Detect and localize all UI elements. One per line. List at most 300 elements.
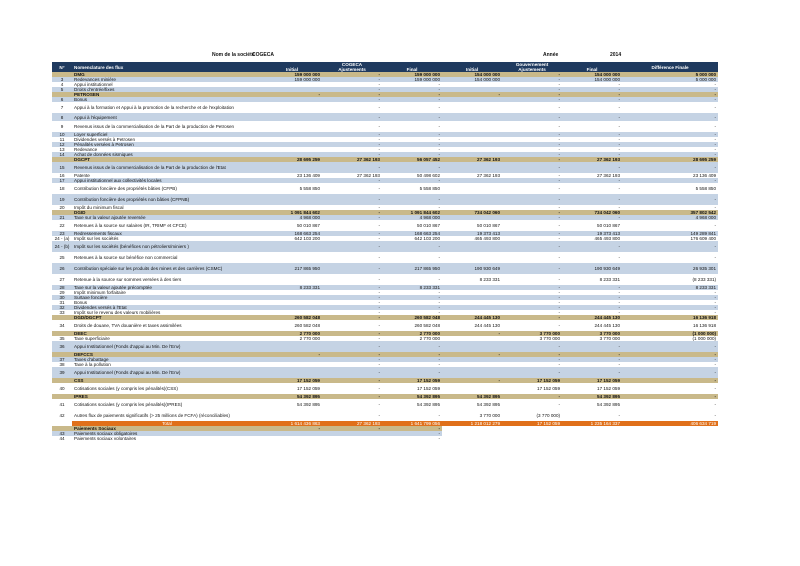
cell-g-aj: - — [502, 357, 562, 362]
total-g-aj: 17 152 059 — [502, 421, 562, 426]
cell-c-fin: 54 392 895 — [382, 399, 442, 410]
cell-g-aj: - — [502, 102, 562, 113]
cell-g-fin: - — [562, 152, 622, 157]
cell-g-aj: - — [502, 241, 562, 252]
cell-label: Impôt sur les sociétés — [72, 236, 262, 241]
cell-g-fin: - — [562, 241, 622, 252]
cell-c-fin: 54 392 895 — [382, 394, 442, 399]
cell-c-fin: 17 152 059 — [382, 383, 442, 394]
cell-g-fin: 17 152 059 — [562, 383, 622, 394]
cell-c-fin: - — [382, 431, 442, 436]
cell-g-fin: - — [562, 194, 622, 205]
cell-diff: (8 233 331) — [622, 274, 718, 285]
cell-c-fin: - — [382, 162, 442, 173]
cell-g-aj: - — [502, 137, 562, 142]
cell-n: 42 — [52, 410, 72, 421]
table-row — [52, 252, 718, 263]
cell-c-fin: 260 582 048 — [382, 315, 442, 320]
cell-g-init: 154 000 000 — [442, 77, 502, 82]
cell-diff: - — [622, 194, 718, 205]
cell-diff: 4 968 000 — [622, 215, 718, 220]
cell-diff: 8 233 331 — [622, 285, 718, 290]
reconciliation-table — [52, 62, 718, 441]
cell-g-fin: 54 392 895 — [562, 399, 622, 410]
cell-c-fin: 2 770 000 — [382, 331, 442, 336]
table-row — [52, 113, 718, 121]
cell-g-fin: 3 770 000 — [562, 336, 622, 341]
cell-g-init: - — [442, 92, 502, 97]
cell-diff: - — [622, 295, 718, 300]
cell-g-aj: - — [502, 263, 562, 274]
cell-g-aj: 3 770 000 — [502, 336, 562, 341]
cell-n: 30 — [52, 295, 72, 300]
cell-c-aj: - — [322, 295, 382, 300]
cell-empty — [622, 436, 718, 441]
cell-c-aj: - — [322, 102, 382, 113]
cell-label: Bonus — [72, 300, 262, 305]
cell-c-fin: - — [382, 367, 442, 378]
cell-g-aj: - — [502, 274, 562, 285]
cell-g-aj: - — [502, 92, 562, 97]
cell-g-aj: - — [502, 300, 562, 305]
table-row — [52, 220, 718, 231]
cell-c-init: 28 695 259 — [262, 157, 322, 162]
cell-label: Paiements Sociaux — [72, 426, 262, 431]
cell-c-aj: - — [322, 263, 382, 274]
cell-c-init — [262, 410, 322, 421]
cell-g-fin: 734 042 060 — [562, 210, 622, 215]
cell-c-init: 159 000 000 — [262, 72, 322, 77]
cell-g-aj: - — [502, 77, 562, 82]
cell-label: Contribution spéciale sur les produits des mines et des carrières (CSMC) — [72, 263, 262, 274]
cell-diff: - — [622, 310, 718, 315]
col-nomenclature: Nomenclature des flux — [72, 62, 262, 72]
cell-g-fin: - — [562, 290, 622, 295]
cell-g-aj: - — [502, 231, 562, 236]
cell-g-aj: - — [502, 341, 562, 352]
cell-label: DEEC — [72, 331, 262, 336]
cell-label: Appui à la formation et Appui à la promotion de la recherche et de l'exploitation — [72, 102, 262, 113]
total-c-aj: 27 362 193 — [322, 421, 382, 426]
cell-label: Retenues à la source sur salaires (IR, TRIMF et CFCE) — [72, 220, 262, 231]
cell-c-aj: - — [322, 72, 382, 77]
cell-diff: 23 136 409 — [622, 173, 718, 178]
cell-c-fin: 8 233 331 — [382, 285, 442, 290]
table-row — [52, 241, 718, 252]
cell-diff: - — [622, 137, 718, 142]
col-g-ajust: Ajustements — [502, 67, 562, 72]
cell-diff: - — [622, 378, 718, 383]
cell-c-aj: - — [322, 82, 382, 87]
cell-g-fin: - — [562, 92, 622, 97]
table-row — [52, 410, 718, 421]
cell-diff: - — [622, 102, 718, 113]
cell-g-aj: 17 152 059 — [502, 378, 562, 383]
cell-c-fin: - — [382, 352, 442, 357]
cell-c-fin: - — [382, 132, 442, 137]
cell-diff: - — [622, 399, 718, 410]
cell-diff: - — [622, 300, 718, 305]
table-row — [52, 194, 718, 205]
cell-g-fin: - — [562, 410, 622, 421]
cell-diff: 5 000 000 — [622, 77, 718, 82]
cell-c-aj: - — [322, 310, 382, 315]
cell-c-aj: - — [322, 231, 382, 236]
cell-g-init — [442, 162, 502, 173]
cell-c-init: 17 152 059 — [262, 378, 322, 383]
cell-c-fin: - — [382, 410, 442, 421]
cell-label: Appui à l'équipement — [72, 113, 262, 121]
col-gouvernement: Gouvernement — [442, 62, 622, 67]
cell-g-aj: - — [502, 87, 562, 92]
cell-g-aj: 3 770 000 — [502, 331, 562, 336]
cell-label: DEFCCS — [72, 352, 262, 357]
cell-g-fin: 8 233 331 — [562, 274, 622, 285]
cell-c-aj: - — [322, 183, 382, 194]
cell-label: Autres flux de paiements significatifs (> 25 millions de FCFA) (réconciliables) — [72, 410, 262, 421]
cell-diff: - — [622, 113, 718, 121]
cell-diff: - — [622, 252, 718, 263]
cell-diff: - — [622, 362, 718, 367]
cell-c-fin: - — [382, 152, 442, 157]
cell-n: 25 — [52, 252, 72, 263]
cell-g-init: 8 233 331 — [442, 274, 502, 285]
cell-g-fin: 17 152 059 — [562, 378, 622, 383]
cell-g-fin: 244 445 130 — [562, 315, 622, 320]
cell-g-fin: - — [562, 97, 622, 102]
cell-g-aj: - — [502, 147, 562, 152]
cell-diff: - — [622, 220, 718, 231]
cell-label: Bonus — [72, 97, 262, 102]
cell-g-aj: - — [502, 157, 562, 162]
cell-c-fin: - — [382, 97, 442, 102]
cell-c-aj: - — [322, 241, 382, 252]
cell-c-fin: 50 010 867 — [382, 220, 442, 231]
cell-n: 13 — [52, 147, 72, 152]
cell-c-aj — [322, 436, 382, 441]
cell-g-init: 465 493 800 — [442, 236, 502, 241]
cell-label: Redevance — [72, 147, 262, 152]
cell-g-aj: - — [502, 394, 562, 399]
cell-g-init: 19 373 413 — [442, 231, 502, 236]
table-row — [52, 383, 718, 394]
cell-c-fin: 642 103 200 — [382, 236, 442, 241]
cell-label: Patente — [72, 173, 262, 178]
cell-diff: - — [622, 121, 718, 132]
cell-label: Cotisations sociales (y compris les pénalités)(IPRES) — [72, 399, 262, 410]
cell-label: Appui Institutionnel (Fonds d'appui au Min. De l'Env) — [72, 341, 262, 352]
cell-n: 6 — [52, 97, 72, 102]
cell-c-aj: - — [322, 362, 382, 367]
cell-g-fin: - — [562, 137, 622, 142]
table-row — [52, 102, 718, 113]
cell-empty — [442, 436, 502, 441]
cell-empty — [502, 436, 562, 441]
cell-n: 16 — [52, 173, 72, 178]
cell-diff: 149 289 841 — [622, 231, 718, 236]
cell-c-fin: - — [382, 357, 442, 362]
cell-g-aj: - — [502, 162, 562, 173]
year-label: Année — [543, 52, 559, 58]
cell-c-fin: - — [382, 82, 442, 87]
cell-g-fin: 190 930 649 — [562, 263, 622, 274]
cell-g-aj: - — [502, 315, 562, 320]
table-row — [52, 274, 718, 285]
cell-c-fin: 1 091 844 602 — [382, 210, 442, 215]
cell-g-init: 3 770 000 — [442, 410, 502, 421]
cell-label: Appui institutionnel — [72, 82, 262, 87]
cell-n: 3 — [52, 77, 72, 82]
cell-g-aj: - — [502, 173, 562, 178]
cell-c-init: 5 558 850 — [262, 183, 322, 194]
cell-label: Dividendes versés à l'Etat — [72, 305, 262, 310]
cell-n: 19 — [52, 194, 72, 205]
cell-label: Taxe superficiaire — [72, 336, 262, 341]
table-row — [52, 399, 718, 410]
cell-c-init: 4 968 000 — [262, 215, 322, 220]
cell-g-init: 54 392 895 — [442, 399, 502, 410]
cell-c-init: 217 865 950 — [262, 263, 322, 274]
cell-g-init — [442, 121, 502, 132]
cell-g-aj: - — [502, 236, 562, 241]
cell-n: 7 — [52, 102, 72, 113]
cell-diff: - — [622, 162, 718, 173]
cell-label: Surtaxe foncière — [72, 295, 262, 300]
cell-label: Impôt sur le revenu des valeurs mobilières — [72, 310, 262, 315]
cell-c-aj: - — [322, 426, 382, 431]
cell-g-fin: - — [562, 102, 622, 113]
cell-c-fin: - — [382, 274, 442, 285]
total-g-fin: 1 235 164 337 — [562, 421, 622, 426]
col-c-initial: Initial — [262, 67, 322, 72]
cell-c-aj: - — [322, 399, 382, 410]
cell-g-init: - — [442, 352, 502, 357]
cell-c-aj: - — [322, 341, 382, 352]
cell-label: Pénalités versées à Petrosen — [72, 142, 262, 147]
cell-g-fin: - — [562, 352, 622, 357]
col-n: N° — [52, 62, 72, 72]
cell-label: CSS — [72, 378, 262, 383]
cell-g-fin: - — [562, 82, 622, 87]
cell-n: 18 — [52, 183, 72, 194]
cell-c-aj: - — [322, 152, 382, 157]
col-g-final: Final — [562, 67, 622, 72]
cell-n: 8 — [52, 113, 72, 121]
cell-g-fin: - — [562, 178, 622, 183]
cell-g-fin: - — [562, 162, 622, 173]
cell-label: Revenus issus de la commercialisation de la Part de la production de Petrosen — [72, 121, 262, 132]
cell-diff: - — [622, 132, 718, 137]
cell-c-aj: - — [322, 132, 382, 137]
cell-n: 37 — [52, 357, 72, 362]
cell-c-init: 642 103 200 — [262, 236, 322, 241]
cell-diff: 16 136 918 — [622, 315, 718, 320]
table-row — [52, 367, 718, 378]
cell-n: 43 — [52, 431, 72, 436]
cell-c-aj: - — [322, 305, 382, 310]
cell-g-fin: - — [562, 87, 622, 92]
cell-n: 12 — [52, 142, 72, 147]
cell-c-fin: - — [382, 87, 442, 92]
cell-diff: 5 000 000 — [622, 72, 718, 77]
cell-g-aj: - — [502, 178, 562, 183]
cell-label: Contribution foncière des propriétés non bâties (CFPNB) — [72, 194, 262, 205]
total-c-init: 1 614 436 863 — [262, 421, 322, 426]
footer-row — [52, 436, 718, 441]
cell-label: Appui institutionnel aux collectivités locales — [72, 178, 262, 183]
cell-g-fin: 154 000 000 — [562, 77, 622, 82]
cell-c-fin: - — [382, 102, 442, 113]
cell-n: 35 — [52, 336, 72, 341]
cell-g-aj: - — [502, 205, 562, 210]
cell-g-fin: - — [562, 205, 622, 210]
cell-label: Taxe sur la valeur ajoutée reversée — [72, 215, 262, 220]
year-value: 2014 — [610, 52, 622, 58]
cell-g-aj: - — [502, 121, 562, 132]
cell-c-fin: - — [382, 147, 442, 152]
cell-label: Taxe sur la valeur ajoutée précomptée — [72, 285, 262, 290]
table-row — [52, 183, 718, 194]
total-diff: 406 634 719 — [622, 421, 718, 426]
cell-c-fin: - — [382, 142, 442, 147]
cell-g-aj: - — [502, 82, 562, 87]
cell-c-aj: - — [322, 285, 382, 290]
cell-g-init: - — [442, 331, 502, 336]
cell-c-fin: - — [382, 137, 442, 142]
cell-c-aj: - — [322, 215, 382, 220]
cell-g-fin: - — [562, 285, 622, 290]
cell-n: 41 — [52, 399, 72, 410]
cell-n: 29 — [52, 290, 72, 295]
cell-n: 31 — [52, 300, 72, 305]
cell-g-fin: 244 445 130 — [562, 320, 622, 331]
cell-c-init — [262, 341, 322, 352]
cell-diff: 28 695 259 — [622, 157, 718, 162]
cell-g-init — [442, 252, 502, 263]
cell-c-aj: - — [322, 147, 382, 152]
cell-g-aj: - — [502, 142, 562, 147]
cell-c-fin: - — [382, 290, 442, 295]
cell-g-aj: - — [502, 305, 562, 310]
cell-label: Achat de données sismiques — [72, 152, 262, 157]
cell-c-fin: 260 582 048 — [382, 320, 442, 331]
cell-c-init: 260 582 048 — [262, 320, 322, 331]
cell-c-init: 2 770 000 — [262, 331, 322, 336]
cell-diff: - — [622, 383, 718, 394]
cell-c-aj: 27 362 193 — [322, 157, 382, 162]
cell-c-init: 54 392 895 — [262, 399, 322, 410]
table-row — [52, 341, 718, 352]
cell-g-init: 50 010 867 — [442, 220, 502, 231]
cell-c-init — [262, 194, 322, 205]
cell-c-fin: - — [382, 362, 442, 367]
cell-n: 14 — [52, 152, 72, 157]
cell-g-fin: - — [562, 341, 622, 352]
cell-c-aj: - — [322, 113, 382, 121]
cell-g-fin: 3 770 000 — [562, 331, 622, 336]
cell-c-aj: - — [322, 178, 382, 183]
cell-n: 10 — [52, 132, 72, 137]
cell-diff: - — [622, 341, 718, 352]
cell-diff: - — [622, 290, 718, 295]
cell-c-init: 17 152 059 — [262, 383, 322, 394]
cell-n: 5 — [52, 87, 72, 92]
cell-g-aj: - — [502, 290, 562, 295]
cell-g-aj: - — [502, 352, 562, 357]
cell-g-init — [442, 194, 502, 205]
cell-n: 20 — [52, 205, 72, 210]
total-label: Total — [72, 421, 262, 426]
cell-g-fin: - — [562, 367, 622, 378]
col-c-final: Final — [382, 67, 442, 72]
cell-c-aj: - — [322, 410, 382, 421]
cell-c-fin: - — [382, 252, 442, 263]
cell-c-aj: 27 362 193 — [322, 173, 382, 178]
cell-label: Paiements sociaux obligatoires — [72, 431, 262, 436]
cell-c-init: 168 663 254 — [262, 231, 322, 236]
cell-c-aj: - — [322, 210, 382, 215]
cell-diff: 26 935 301 — [622, 263, 718, 274]
cell-diff: - — [622, 152, 718, 157]
cell-g-fin: - — [562, 357, 622, 362]
cell-n: 40 — [52, 383, 72, 394]
cell-label: Droits de douane, TVA douanière et taxes assimilées — [72, 320, 262, 331]
cell-c-aj: - — [322, 220, 382, 231]
cell-label: Loyer superficiel — [72, 132, 262, 137]
cell-label: DGID — [72, 210, 262, 215]
cell-c-init — [262, 113, 322, 121]
cell-g-aj: - — [502, 362, 562, 367]
cell-c-aj: - — [322, 378, 382, 383]
cell-c-aj: - — [322, 252, 382, 263]
cell-diff: - — [622, 142, 718, 147]
cell-g-aj: 17 152 059 — [502, 383, 562, 394]
cell-g-aj: - — [502, 399, 562, 410]
cell-g-fin: - — [562, 310, 622, 315]
cell-c-fin: - — [382, 178, 442, 183]
cell-diff: - — [622, 394, 718, 399]
cell-c-fin: - — [382, 436, 442, 441]
cell-n: 24 - (a) — [52, 236, 72, 241]
cell-c-init — [262, 162, 322, 173]
cell-g-init: 27 362 193 — [442, 173, 502, 178]
cell-c-aj: - — [322, 97, 382, 102]
cell-label: DMG — [72, 72, 262, 77]
cell-g-init — [442, 241, 502, 252]
cell-g-fin: 27 362 193 — [562, 173, 622, 178]
cell-g-aj: - — [502, 252, 562, 263]
cell-label: Impôt du minimum fiscal — [72, 205, 262, 210]
cell-c-init — [262, 367, 322, 378]
cell-n: 21 — [52, 215, 72, 220]
cell-c-init: 260 582 048 — [262, 315, 322, 320]
cell-diff: 176 609 400 — [622, 236, 718, 241]
cell-c-init: - — [262, 92, 322, 97]
cell-g-fin: - — [562, 113, 622, 121]
cell-g-aj: - — [502, 285, 562, 290]
cell-n: 28 — [52, 285, 72, 290]
cell-c-aj: - — [322, 320, 382, 331]
cell-label: Impôt minimum forfaitaire — [72, 290, 262, 295]
cell-g-aj: - — [502, 72, 562, 77]
cell-g-init — [442, 183, 502, 194]
cell-label: Redevances minière — [72, 77, 262, 82]
cell-c-aj: - — [322, 205, 382, 210]
cell-diff: 5 558 850 — [622, 183, 718, 194]
cell-g-init — [442, 341, 502, 352]
cell-g-aj: - — [502, 152, 562, 157]
cell-diff: - — [622, 92, 718, 97]
